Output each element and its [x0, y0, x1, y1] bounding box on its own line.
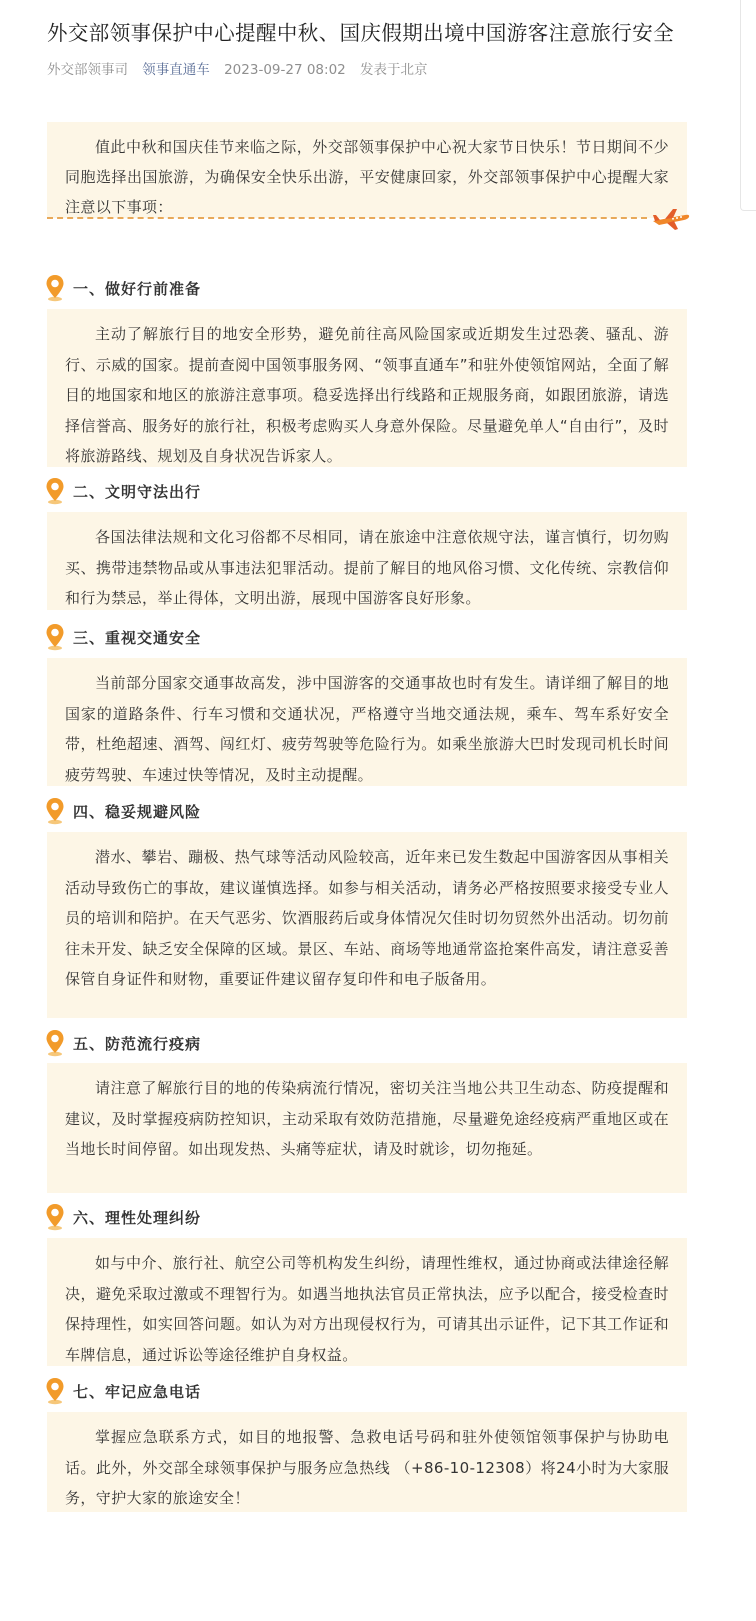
section-3-box	[47, 658, 687, 786]
section-1-text: 主动了解旅行目的地安全形势，避免前往高风险国家或近期发生过恐袭、骚乱、游行、示威的国家。提前查阅中国领事服务网、“领事直通车”和驻外使领馆网站，全面了解目的地国家和地区的旅游注意事项。稳妥选择出行线路和正规服务商，如跟团旅游，请选择信誉高、服务好的旅行社，积极考虑购买人身意外保险。尽量避免单人“自由行”，及时将旅游路线、规划及自身状况告诉家人。	[65, 325, 669, 465]
section-6-title: 六、理性处理纠纷	[73, 1208, 202, 1227]
location-pin-icon	[45, 274, 65, 302]
section-7-box	[47, 1412, 687, 1512]
section-5-box	[47, 1063, 687, 1193]
section-2-title: 二、文明守法出行	[73, 482, 202, 501]
section-7-title: 七、牢记应急电话	[73, 1382, 202, 1401]
section-1-title: 一、做好行前准备	[73, 279, 202, 298]
location-pin-icon	[45, 797, 65, 825]
section-7-text: 掌握应急联系方式，如目的地报警、急救电话号码和驻外使领馆领事保护与协助电话。此外，外交部全球领事保护与服务应急热线 （+86-10-12308）将24小时为大家服务，守护大家的旅途安全！	[65, 1428, 669, 1507]
airplane-icon	[651, 206, 691, 232]
article-meta	[47, 60, 438, 80]
section-6-text: 如与中介、旅行社、航空公司等机构发生纠纷，请理性维权，通过协商或法律途径解决，避免采取过激或不理智行为。如遇当地执法官员正常执法，应予以配合，接受检查时保持理性，如实回答问题。如认为对方出现侵权行为，可请其出示证件，记下其工作证和车牌信息，通过诉讼等途径维护自身权益。	[65, 1254, 669, 1364]
section-5-text: 请注意了解旅行目的地的传染病流行情况，密切关注当地公共卫生动态、防疫提醒和建议，及时掌握疫病防控知识，主动采取有效防范措施，尽量避免途经疫病严重地区或在当地长时间停留。如出现发热、头痛等症状，请及时就诊，切勿拖延。	[65, 1079, 669, 1158]
location-pin-icon	[45, 1029, 65, 1057]
section-6-heading	[45, 1201, 201, 1233]
intro-text: 值此中秋和国庆佳节来临之际，外交部领事保护中心祝大家节日快乐！节日期间不少同胞选择出国旅游，为确保安全快乐出游，平安健康回家，外交部领事保护中心提醒大家注意以下事项：	[65, 138, 669, 216]
location-pin-icon	[45, 477, 65, 505]
location-pin-icon	[45, 1377, 65, 1405]
section-1-heading	[45, 272, 201, 304]
section-4-box	[47, 832, 687, 1018]
section-5-title: 五、防范流行疫病	[73, 1034, 202, 1053]
publish-location: 发表于北京	[360, 62, 428, 78]
section-5-heading	[45, 1027, 201, 1059]
section-3-text: 当前部分国家交通事故高发，涉中国游客的交通事故也时有发生。请详细了解目的地国家的道路条件、行车习惯和交通状况，严格遵守当地交通法规，乘车、驾车系好安全带，杜绝超速、酒驾、闯红灯、疲劳驾驶等危险行为。如乘坐旅游大巴时发现司机长时间疲劳驾驶、车速过快等情况，及时主动提醒。	[65, 674, 669, 784]
section-1-box	[47, 309, 687, 467]
dashed-divider	[47, 217, 647, 219]
section-4-text: 潜水、攀岩、蹦极、热气球等活动风险较高，近年来已发生数起中国游客因从事相关活动导致伤亡的事故，建议谨慎选择。如参与相关活动，请务必严格按照要求接受专业人员的培训和陪护。在天气恶劣、饮酒服药后或身体情况欠佳时切勿贸然外出活动。切勿前往未开发、缺乏安全保障的区域。景区、车站、商场等地通常盗抢案件高发，请注意妥善保管自身证件和财物，重要证件建议留存复印件和电子版备用。	[65, 848, 669, 988]
section-6-box	[47, 1238, 687, 1366]
section-3-heading	[45, 621, 201, 653]
section-2-box	[47, 512, 687, 610]
author-name: 外交部领事司	[47, 62, 128, 78]
publish-datetime: 2023-09-27 08:02	[224, 62, 346, 78]
location-pin-icon	[45, 623, 65, 651]
article-title: 外交部领事保护中心提醒中秋、国庆假期出境中国游客注意旅行安全	[47, 21, 674, 45]
section-7-heading	[45, 1375, 201, 1407]
section-4-title: 四、稳妥规避风险	[73, 802, 202, 821]
side-panel-edge	[740, 0, 756, 211]
section-4-heading	[45, 795, 201, 827]
intro-box	[47, 122, 687, 218]
section-2-heading	[45, 475, 201, 507]
section-2-text: 各国法律法规和文化习俗都不尽相同，请在旅途中注意依规守法，谨言慎行，切勿购买、携带违禁物品或从事违法犯罪活动。提前了解目的地风俗习惯、文化传统、宗教信仰和行为禁忌，举止得体，文明出游，展现中国游客良好形象。	[65, 528, 669, 607]
location-pin-icon	[45, 1203, 65, 1231]
section-3-title: 三、重视交通安全	[73, 628, 202, 647]
account-link[interactable]: 领事直通车	[142, 62, 210, 78]
